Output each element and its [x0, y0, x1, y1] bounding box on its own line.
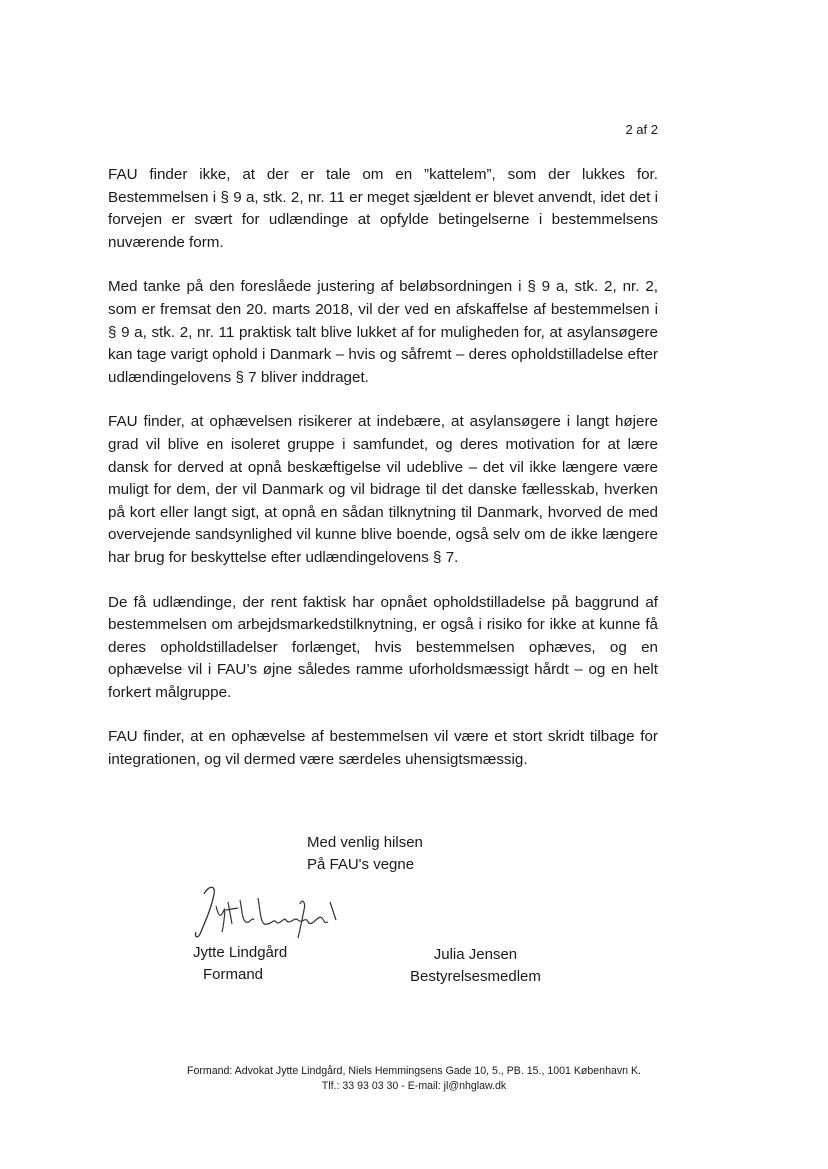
footer-contact: Tlf.: 33 93 03 30 - E-mail: jl@nhglaw.dk [321, 1080, 507, 1092]
paragraph-5: FAU finder, at en ophævelse af bestemmelsen vil være et stort skridt tilbage for integrationen, og vil dermed være særdeles uhensigtsmæssig. [108, 728, 658, 769]
signer-title: Bestyrelsesmedlem [410, 968, 541, 985]
handwritten-signature [190, 880, 350, 942]
paragraph-3: FAU finder, at ophævelsen risikerer at indebære, at asylansøgere i langt højere grad vil blive en isoleret gruppe i samfundet, og deres motivation for at lære dansk for derved at opnå beskæftigelse vil udeblive – det vil ikke længere være muligt for dem, der vil Danmark og vil bidrage til det danske fællesskab, hverken på kort eller langt sigt, at opnå en sådan tilknytning til Danmark, hvorved de med overvejende sandsynlighed vil kunne blive boende, også selv om de ikke længere har brug for beskyttelse efter udlændingelovens § 7. [108, 413, 658, 566]
signer-jytte [193, 942, 287, 986]
paragraph-4: De få udlændinge, der rent faktisk har opnået opholdstilladelse på baggrund af bestemmelsen om arbejdsmarkedstilknytning, er også i risiko for ikke at kunne få deres opholdstilladelser forlænget, hvis bestemmelsen ophæves, og en ophævelse vil i FAU’s øjne således ramme uforholdsmæssigt hårdt – og en helt forkert målgruppe. [108, 593, 658, 701]
footer-address: Formand: Advokat Jytte Lindgård, Niels Hemmingsens Gade 10, 5., PB. 15., 1001 København K. [186, 1065, 641, 1077]
closing-line-2: På FAU's vegne [307, 856, 415, 873]
signer-name: Jytte Lindgård [193, 944, 288, 961]
signer-julia [410, 944, 541, 988]
signer-title: Formand [203, 966, 264, 983]
paragraph-2: Med tanke på den foreslåede justering af beløbsordningen i § 9 a, stk. 2, nr. 2, som er fremsat den 20. marts 2018, vil der ved en afskaffelse af bestemmelsen i § 9 a, stk. 2, nr. 11 praktisk talt blive lukket af for muligheden for, at asylansøgere kan tage varigt ophold i Danmark – hvis og såfremt – deres opholdstilladelse efter udlændingelovens § 7 bliver inddraget. [108, 278, 658, 386]
closing-line-1: Med venlig hilsen [307, 834, 423, 851]
page-number: 2 af 2 [625, 122, 658, 137]
paragraph-1: FAU finder ikke, at der er tale om en ”kattelem”, som der lukkes for. Bestemmelsen i § 9 a, stk. 2, nr. 11 er meget sjældent er blevet anvendt, idet det i forvejen er svært for udlændinge at opfylde betingelserne i bestemmelsens nuværende form. [108, 166, 658, 251]
letter-footer [0, 1064, 828, 1094]
signer-name: Julia Jensen [433, 946, 518, 963]
closing-salutation [307, 832, 423, 876]
letter-body [108, 164, 658, 794]
